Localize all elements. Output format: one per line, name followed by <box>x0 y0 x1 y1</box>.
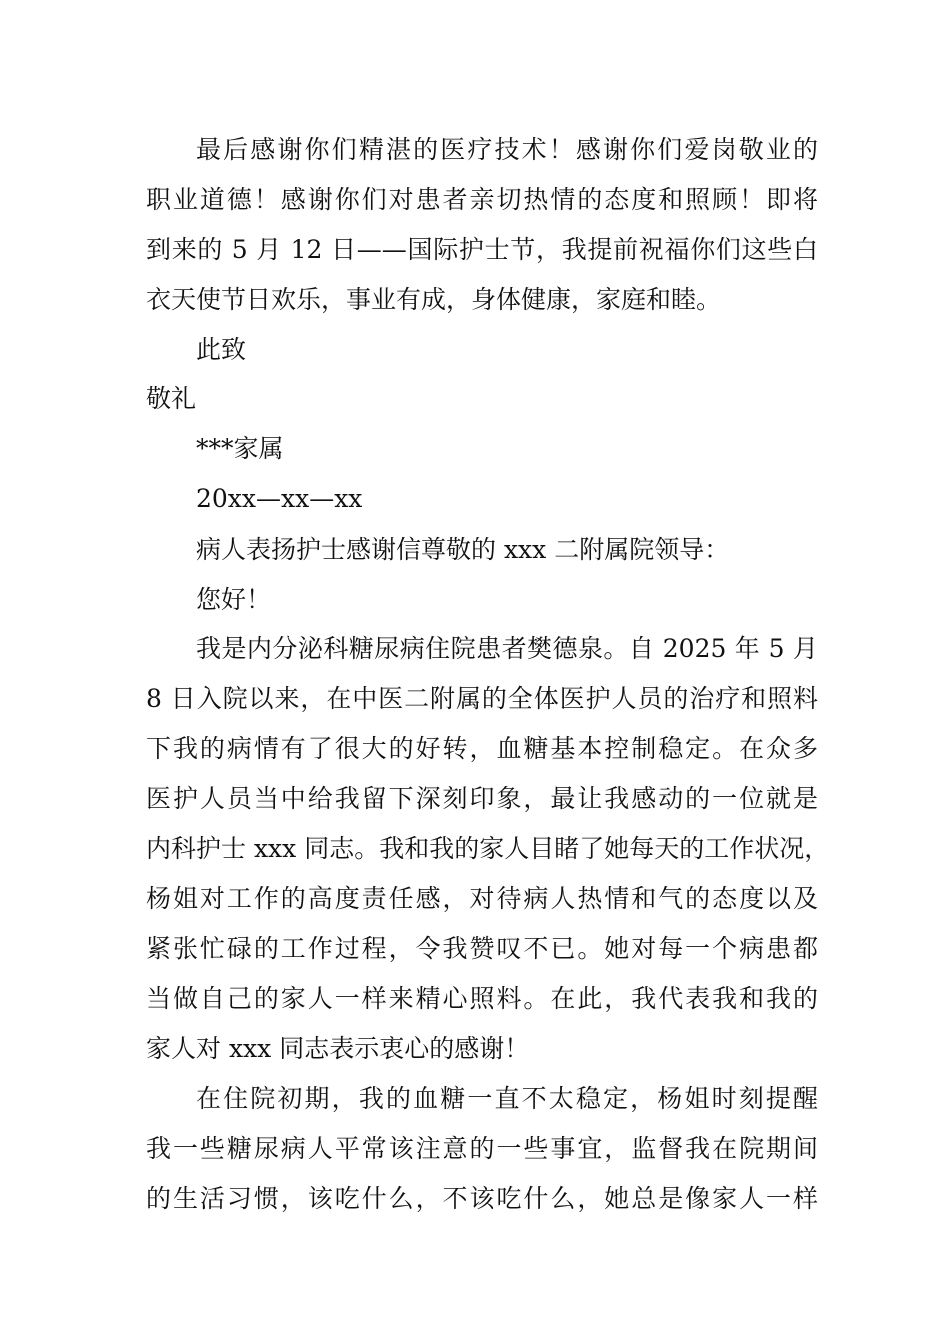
text-line: 内科护士 xxx 同志。我和我的家人目睹了她每天的工作状况， <box>146 834 830 863</box>
text-line: 我是内分泌科糖尿病住院患者樊德泉。自 2025 年 5 月 <box>196 634 818 663</box>
text-line: 衣天使节日欢乐，事业有成，身体健康，家庭和睦。 <box>146 285 722 314</box>
text-line: 家人对 xxx 同志表示衷心的感谢！ <box>146 1034 530 1063</box>
text-line: 我一些糖尿病人平常该注意的一些事宜，监督我在院期间 <box>146 1134 818 1163</box>
greeting-text: 您好！ <box>196 585 272 614</box>
text-line: 下我的病情有了很大的好转，血糖基本控制稳定。在众多 <box>146 734 818 763</box>
text-line: 杨姐对工作的高度责任感，对待病人热情和气的态度以及 <box>146 884 818 913</box>
signature-text: ***家属 <box>196 434 284 463</box>
text-line: 到来的 5 月 12 日——国际护士节，我提前祝福你们这些白 <box>146 235 818 264</box>
date-text: 20xx—xx—xx <box>196 484 363 513</box>
text-line: 的生活习惯，该吃什么，不该吃什么，她总是像家人一样 <box>146 1184 818 1213</box>
text-line: 当做自己的家人一样来精心照料。在此，我代表我和我的 <box>146 984 818 1013</box>
text-line: 紧张忙碌的工作过程，令我赞叹不已。她对每一个病患都 <box>146 934 818 963</box>
text-line: 职业道德！感谢你们对患者亲切热情的态度和照顾！即将 <box>146 185 818 214</box>
text-line: 医护人员当中给我留下深刻印象，最让我感动的一位就是 <box>146 784 818 813</box>
closing-text: 此致 <box>196 335 247 364</box>
letter-title: 病人表扬护士感谢信尊敬的 xxx 二附属院领导： <box>196 535 730 564</box>
text-line: 最后感谢你们精湛的医疗技术！感谢你们爱岗敬业的 <box>196 135 818 164</box>
text-line: 8 日入院以来，在中医二附属的全体医护人员的治疗和照料 <box>146 684 818 713</box>
text-line: 在住院初期，我的血糖一直不太稳定，杨姐时刻提醒 <box>196 1084 818 1113</box>
salute-text: 敬礼 <box>146 384 197 413</box>
